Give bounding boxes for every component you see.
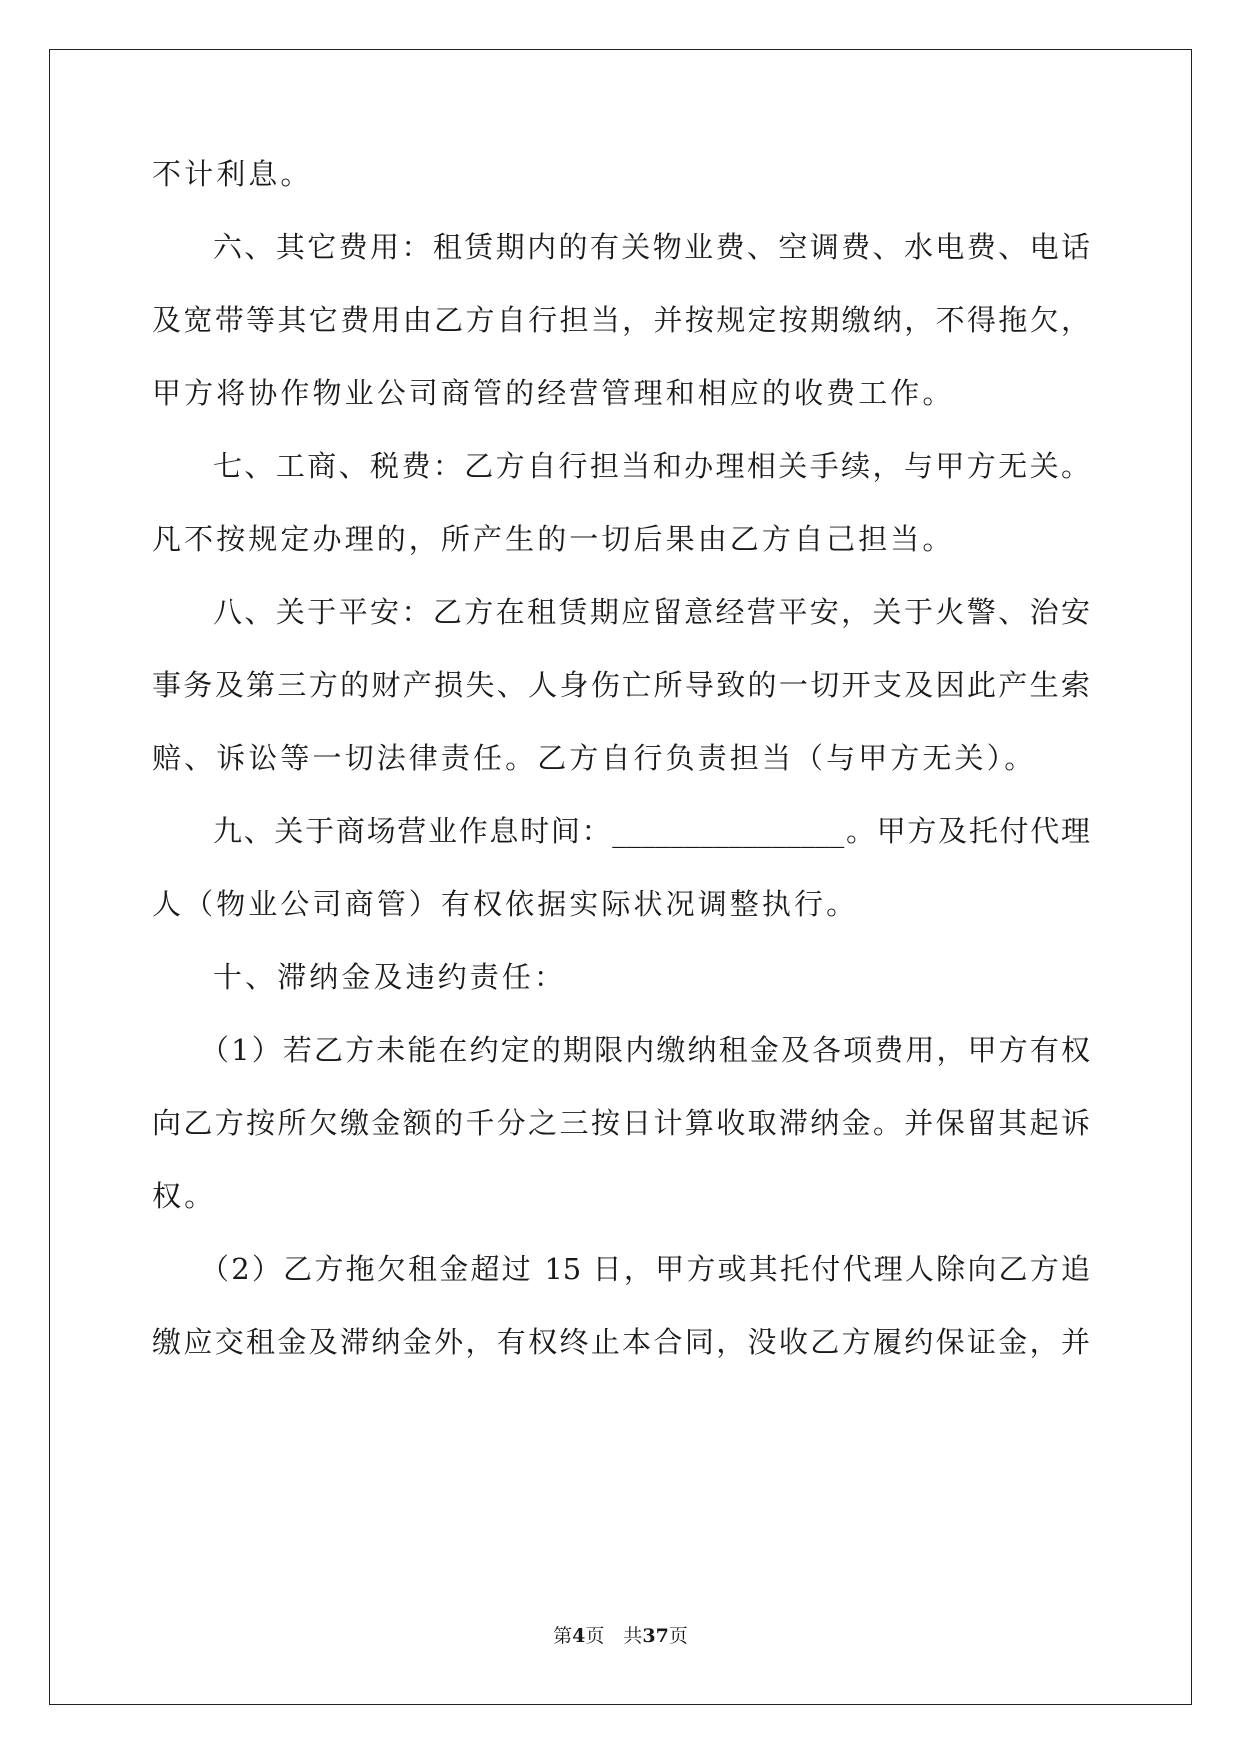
paragraph-line: （2）乙方拖欠租金超过 15 日，甲方或其托付代理人除向乙方追 [200, 1252, 1090, 1286]
paragraph-line: 凡不按规定办理的，所产生的一切后果由乙方自己担当。 [152, 522, 955, 556]
paragraph-line: 八、关于平安：乙方在租赁期应留意经营平安，关于火警、治安 [213, 595, 1090, 629]
page-border [49, 49, 1192, 1705]
paragraph-line: 赔、诉讼等一切法律责任。乙方自行负责担当（与甲方无关）。 [152, 741, 1037, 775]
footer-suffix: 页 [668, 1625, 688, 1647]
footer-page-number: 4 [572, 1625, 586, 1647]
paragraph-line: 权。 [152, 1179, 217, 1213]
paragraph-line: （1）若乙方未能在约定的期限内缴纳租金及各项费用，甲方有权 [200, 1033, 1090, 1067]
paragraph-line: 不计利息。 [152, 157, 313, 191]
paragraph-line: 六、其它费用：租赁期内的有关物业费、空调费、水电费、电话 [213, 230, 1090, 264]
paragraph-line: 缴应交租金及滞纳金外，有权终止本合同，没收乙方履约保证金，并 [152, 1325, 1090, 1359]
paragraph-line: 甲方将协作物业公司商管的经营管理和相应的收费工作。 [152, 376, 955, 410]
paragraph-line: 及宽带等其它费用由乙方自行担当，并按规定按期缴纳，不得拖欠， [152, 303, 1090, 337]
footer-prefix: 第 [553, 1625, 573, 1647]
footer-total-pages: 37 [642, 1625, 669, 1647]
paragraph-line: 向乙方按所欠缴金额的千分之三按日计算收取滞纳金。并保留其起诉 [152, 1106, 1090, 1140]
paragraph-line: 事务及第三方的财产损失、人身伤亡所导致的一切开支及因此产生索 [152, 668, 1090, 702]
paragraph-line: 十、滞纳金及违约责任： [213, 960, 567, 994]
paragraph-line: 九、关于商场营业作息时间：________________。甲方及托付代理 [213, 814, 1090, 848]
footer-mid: 页 共 [585, 1625, 643, 1647]
paragraph-line: 人（物业公司商管）有权依据实际状况调整执行。 [152, 887, 859, 921]
paragraph-line: 七、工商、税费：乙方自行担当和办理相关手续，与甲方无关。 [213, 449, 1090, 483]
page-footer [0, 1624, 1241, 1648]
